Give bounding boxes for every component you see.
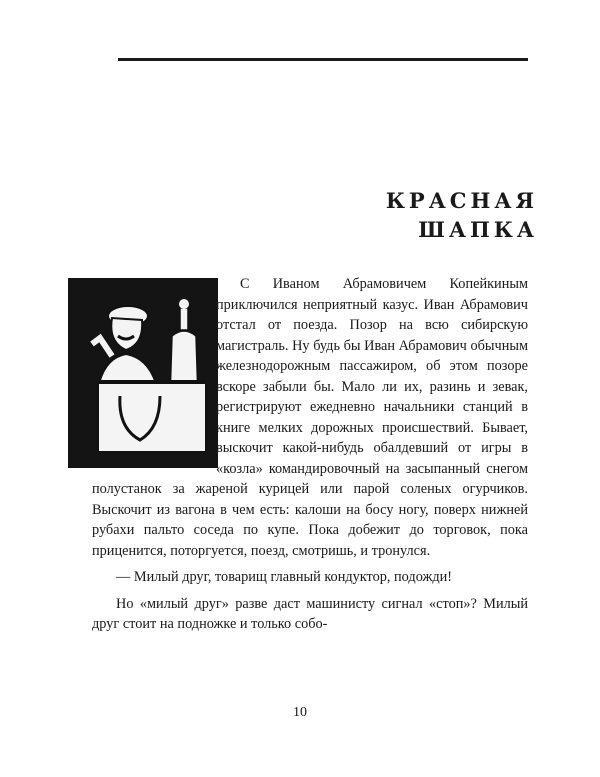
paragraph: С Иваном Абрамовичем Копейкиным приключился неприятный казус. Иван Абрамович отстал от поезда. Позор на всю сибирскую магистраль. Ну будь бы Иван Абрамович обычным железнодорожным пассажиром, об этом позоре вскоре забыли бы. Мало ли их, разинь и зевак, регистрируют ежедневно начальники станций в книге мелких дорожных происшествий. Бывает, выскочит какой-нибудь обалдевший от игры в «козла» командировочный на засыпанный снегом полустанок за жареной курицей или парой соленых огурчиков. Выскочит из вагона в чем есть: калоши на босу ногу, поверх нижней рубахи пальто соседа по купе. Пока добежит до торговок, пока приценится, поторгуется, поезд, смотришь, и тронулся. <box>92 276 528 559</box>
title-line-1: КРАСНАЯ <box>385 188 538 213</box>
title-line-2: ШАПКА <box>418 217 538 243</box>
paragraph: — Милый друг, товарищ главный кондуктор, подожди! <box>116 569 453 585</box>
chapter-title <box>238 186 538 245</box>
page-number: 10 <box>293 705 307 720</box>
paragraph: Но «милый друг» разве даст машинисту сигнал «стоп»? Милый друг стоит на подножке и только собо- <box>92 595 528 632</box>
article-body <box>92 274 528 635</box>
top-rule <box>118 58 528 61</box>
